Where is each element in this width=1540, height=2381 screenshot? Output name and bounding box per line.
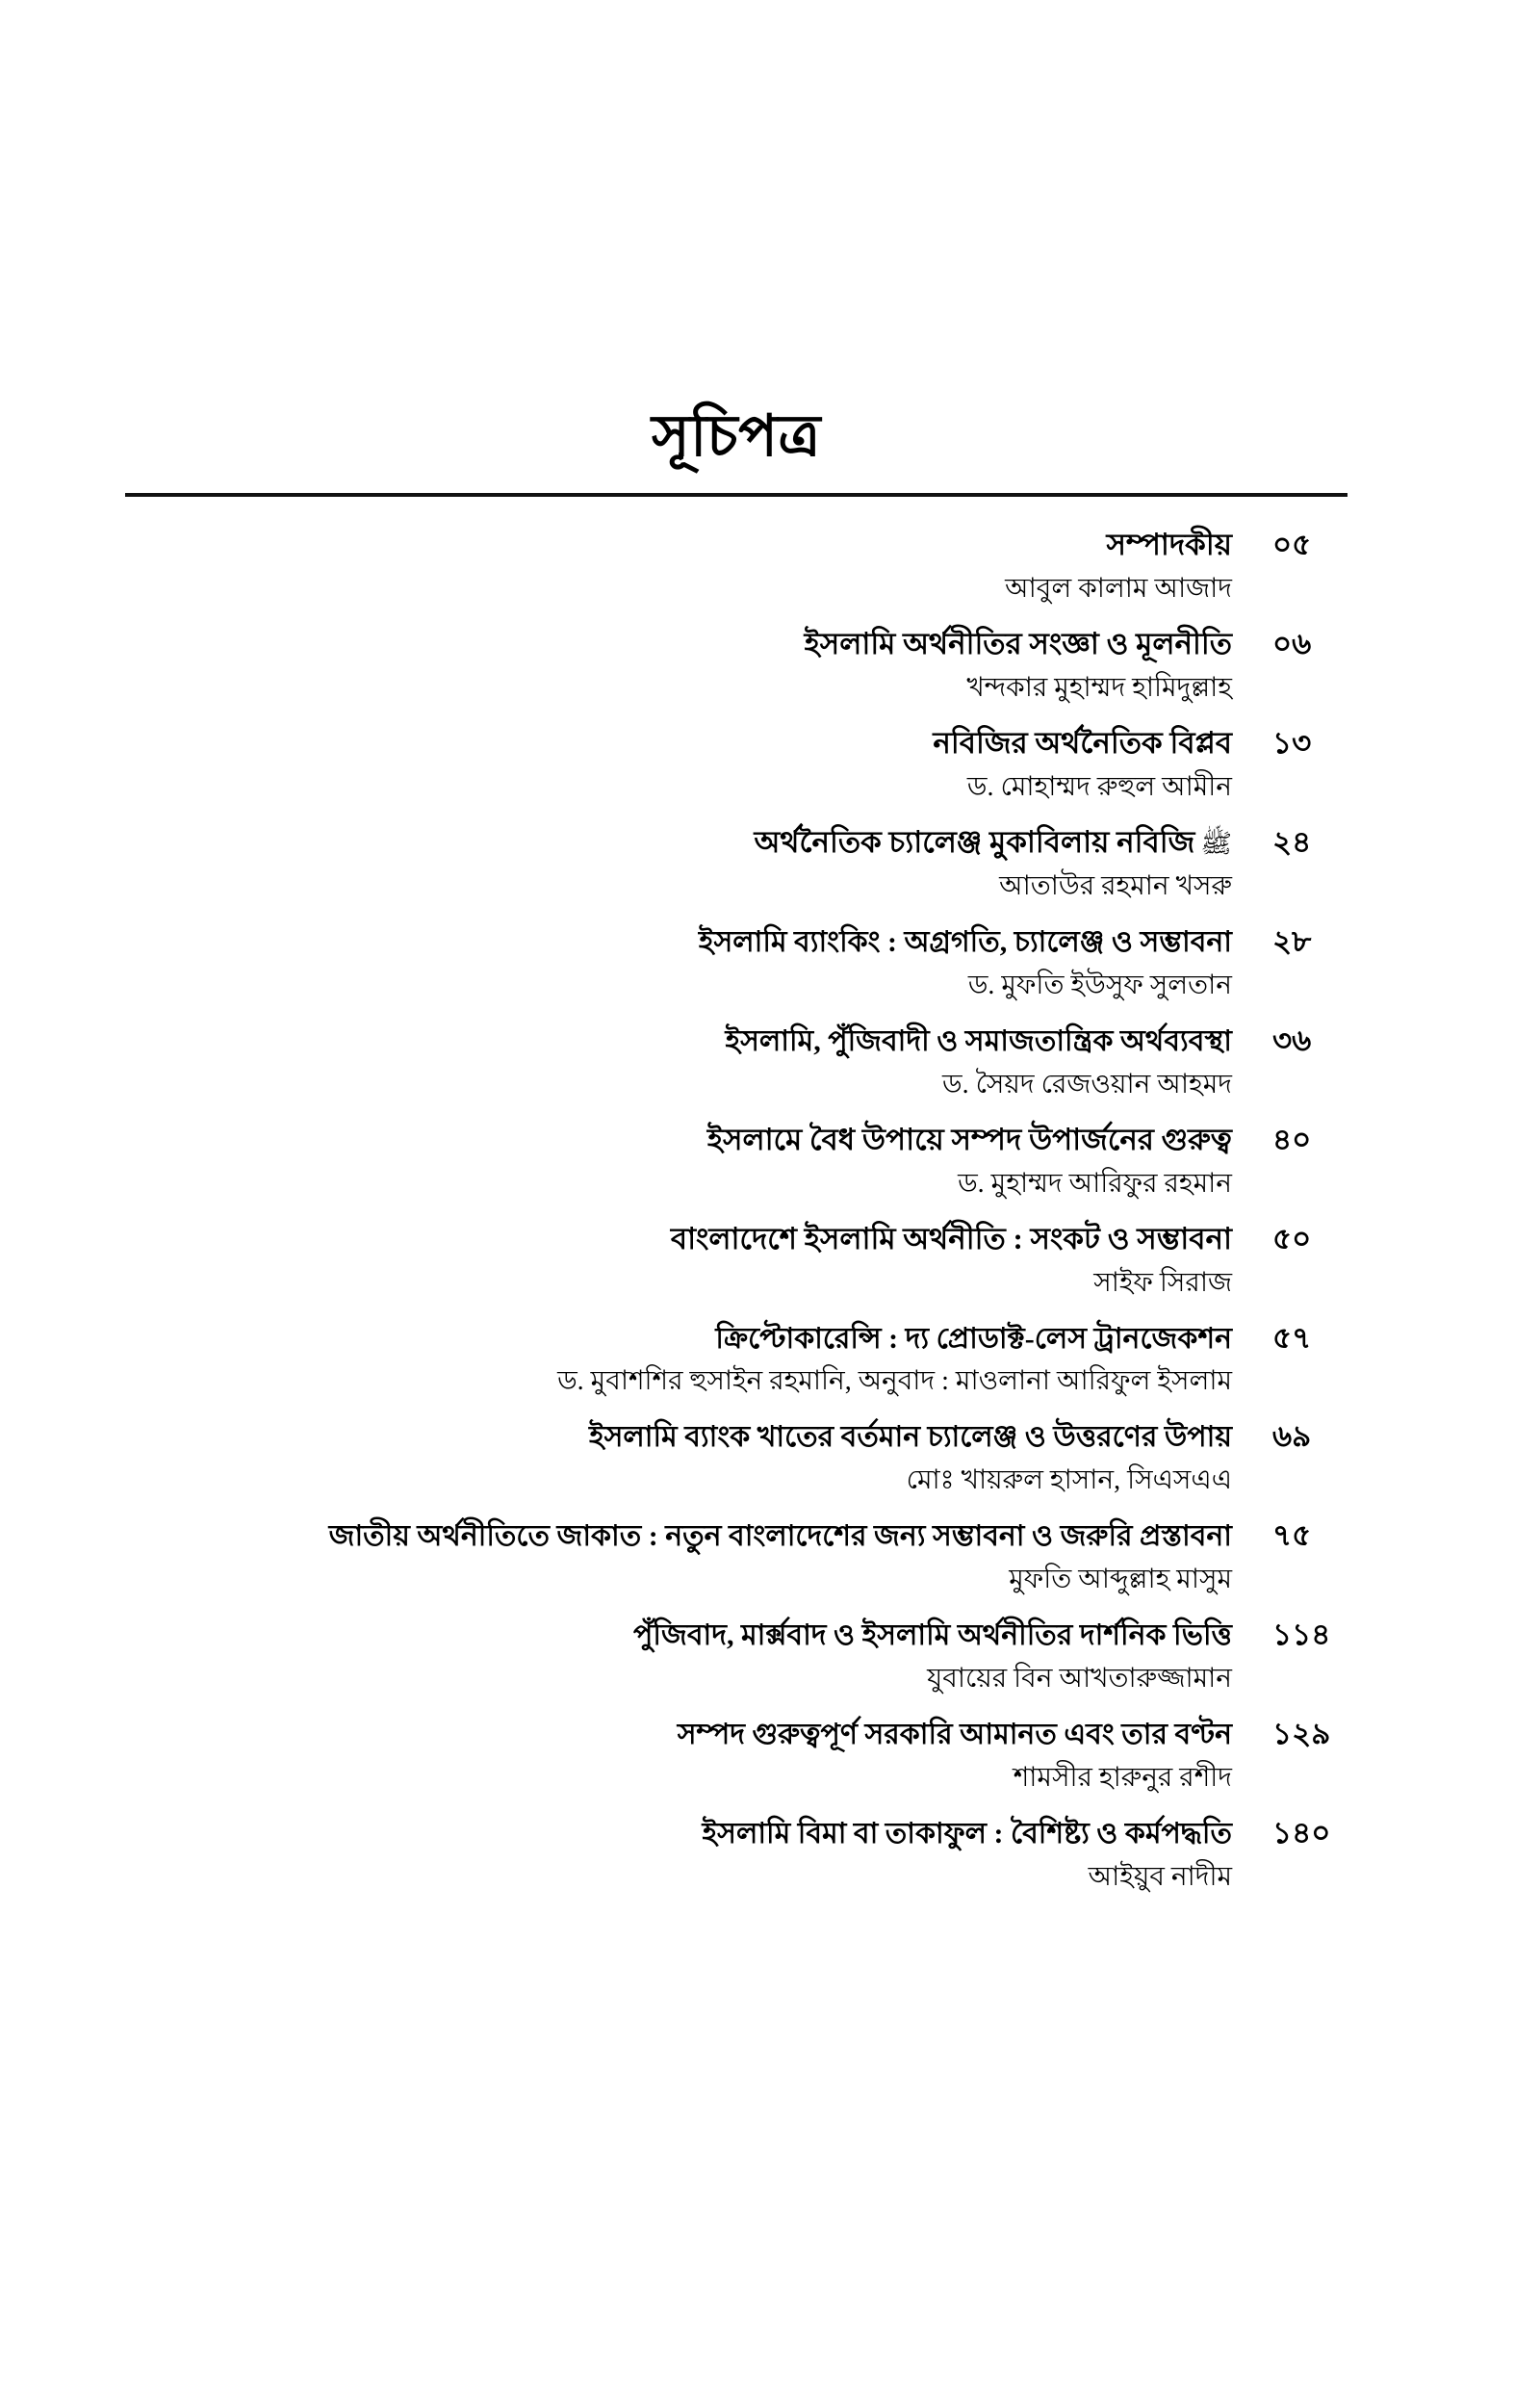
toc-entry-author-row — [125, 964, 1348, 1006]
toc-entry-title — [125, 722, 1232, 765]
toc-entry-author: সাইফ সিরাজ — [1093, 1267, 1232, 1298]
toc-entry-title — [125, 821, 1232, 865]
toc-entry-author: আইয়ুব নাদীম — [1088, 1862, 1232, 1893]
toc-entry-page-number: ১৪০ — [1272, 1816, 1331, 1850]
toc-entry-title — [125, 1515, 1232, 1558]
toc-entry-main-row — [125, 1119, 1348, 1162]
toc-entry-page-number: ৩৬ — [1272, 1022, 1312, 1057]
toc-entry-author-spacer — [1232, 1558, 1348, 1600]
toc-entry-title-text: সম্পাদকীয় — [1106, 528, 1232, 561]
toc-entry-author-row — [125, 1855, 1348, 1898]
toc-entry-author: আবুল কালাম আজাদ — [1005, 573, 1232, 604]
toc-entry-page-number: ৫৭ — [1272, 1320, 1312, 1355]
toc-entry-title — [125, 524, 1232, 567]
toc-entry-page-number: ২৪ — [1272, 824, 1312, 859]
toc-entry-title — [125, 1218, 1232, 1261]
toc-entry-page-number: ১১৪ — [1272, 1618, 1331, 1652]
toc-entry-author: মুফতি আব্দুল্লাহ মাসুম — [1009, 1565, 1232, 1595]
toc-entry-author: খন্দকার মুহাম্মদ হামিদুল্লাহ — [966, 672, 1232, 703]
toc-entry-title — [125, 1318, 1232, 1360]
toc-entry-author: আতাউর রহমান খসরু — [999, 870, 1232, 901]
toc-entry-author-row — [125, 1558, 1348, 1600]
toc-entry-title-text: পুঁজিবাদ, মার্ক্সবাদ ও ইসলামি অর্থনীতির দার্শনিক ভিত্তি — [633, 1619, 1232, 1652]
toc-entry[interactable] — [125, 1713, 1348, 1799]
toc-entry-author: ড. সৈয়দ রেজওয়ান আহমদ — [941, 1069, 1232, 1100]
toc-entry-author: ড. মুহাম্মদ আরিফুর রহমান — [958, 1168, 1232, 1199]
toc-entry-title — [125, 1615, 1232, 1657]
toc-entry-page-number: ০৫ — [1272, 528, 1312, 561]
toc-entry-main-row — [125, 1812, 1348, 1855]
toc-entry-title-text: নবিজির অর্থনৈতিক বিপ্লব — [933, 725, 1232, 760]
toc-entry-title — [125, 1021, 1232, 1063]
toc-entry[interactable] — [125, 1812, 1348, 1898]
toc-entry-author-spacer — [1232, 1459, 1348, 1501]
toc-entry-main-row — [125, 1415, 1348, 1459]
toc-entry[interactable] — [125, 1218, 1348, 1304]
sallallahu-alayhi-wasallam-icon: ﷺ — [1200, 828, 1232, 858]
toc-entry-page-number: ৬৯ — [1272, 1419, 1312, 1454]
toc-entry-title-text: সম্পদ গুরুত্বপূর্ণ সরকারি আমানত এবং তার বণ্টন — [677, 1719, 1232, 1751]
toc-entry-main-row — [125, 1713, 1348, 1756]
toc-entry-main-row — [125, 1614, 1348, 1657]
toc-entry-page-number: ৭৫ — [1272, 1518, 1312, 1553]
toc-entry-author-spacer — [1232, 1359, 1348, 1402]
toc-entry-title-text: ক্রিপ্টোকারেন্সি : দ্য প্রোডাক্ট-লেস ট্রানজেকশন — [715, 1322, 1232, 1355]
toc-entry-title — [125, 1416, 1232, 1459]
toc-entry-author: ড. মুফতি ইউসুফ সুলতান — [967, 970, 1232, 1000]
toc-entry-author-row — [125, 666, 1348, 709]
toc-entry-title-text: ইসলামি ব্যাংক খাতের বর্তমান চ্যালেঞ্জ ও উত্তরণের উপায় — [589, 1421, 1232, 1454]
toc-entry[interactable] — [125, 1020, 1348, 1105]
toc-entry-main-row — [125, 623, 1348, 666]
toc-entry-main-row — [125, 1218, 1348, 1261]
toc-entry-main-row — [125, 920, 1348, 964]
toc-entry-author: মোঃ খায়রুল হাসান, সিএসএএ — [906, 1465, 1232, 1496]
toc-entry-title — [125, 1813, 1232, 1855]
toc-entry-title-text: ইসলামি বিমা বা তাকাফুল : বৈশিষ্ট্য ও কর্মপদ্ধতি — [702, 1818, 1232, 1850]
toc-entry-author-spacer — [1232, 1162, 1348, 1204]
toc-entry[interactable] — [125, 722, 1348, 808]
title-divider — [125, 493, 1348, 497]
toc-entry-main-row — [125, 1514, 1348, 1558]
toc-entry[interactable] — [125, 524, 1348, 609]
toc-entry-author-row — [125, 865, 1348, 907]
toc-entry-author-row — [125, 765, 1348, 808]
toc-entry-author-spacer — [1232, 1657, 1348, 1699]
toc-entry-title — [125, 1119, 1232, 1162]
table-of-contents — [125, 404, 1348, 1911]
toc-entry-title-text: ইসলামি অর্থনীতির সংজ্ঞা ও মূলনীতি — [804, 626, 1232, 660]
toc-entry-author-spacer — [1232, 964, 1348, 1006]
toc-entry-author-spacer — [1232, 1756, 1348, 1799]
toc-entry-author: ড. মোহাম্মদ রুহুল আমীন — [966, 771, 1232, 802]
toc-entry-author-spacer — [1232, 1855, 1348, 1898]
toc-entry-main-row — [125, 1317, 1348, 1360]
toc-entry-author-row — [125, 567, 1348, 609]
toc-entry-author-spacer — [1232, 567, 1348, 609]
toc-entry-title-text: ইসলামি ব্যাংকিং : অগ্রগতি, চ্যালেঞ্জ ও সম্ভাবনা — [698, 925, 1232, 958]
toc-entry-author-row — [125, 1261, 1348, 1304]
toc-entry-main-row — [125, 722, 1348, 765]
toc-entry[interactable] — [125, 821, 1348, 907]
toc-entry-author-spacer — [1232, 1261, 1348, 1304]
toc-entry-author-row — [125, 1359, 1348, 1402]
toc-entry-author: যুবায়ের বিন আখতারুজ্জামান — [927, 1664, 1232, 1695]
toc-entry-author: শামসীর হারুনুর রশীদ — [1013, 1763, 1232, 1794]
toc-entry-page-number: ১৩ — [1272, 725, 1312, 760]
toc-entry-author-row — [125, 1657, 1348, 1699]
toc-entry-author-row — [125, 1459, 1348, 1501]
toc-entry-list — [125, 524, 1348, 1898]
toc-entry-page-number: ২৮ — [1272, 923, 1312, 958]
toc-entry-author-spacer — [1232, 765, 1348, 808]
toc-entry-page-number: ৫০ — [1272, 1221, 1312, 1255]
toc-entry[interactable] — [125, 1317, 1348, 1403]
toc-entry[interactable] — [125, 920, 1348, 1006]
toc-entry-author-spacer — [1232, 666, 1348, 709]
toc-entry[interactable] — [125, 1614, 1348, 1699]
toc-entry-title — [125, 623, 1232, 666]
toc-entry-main-row — [125, 524, 1348, 567]
toc-entry[interactable] — [125, 1415, 1348, 1501]
toc-entry-author-spacer — [1232, 865, 1348, 907]
toc-entry-author-row — [125, 1162, 1348, 1204]
toc-entry-main-row — [125, 821, 1348, 865]
toc-entry-title — [125, 1714, 1232, 1756]
toc-entry-author-row — [125, 1756, 1348, 1799]
toc-entry-author-spacer — [1232, 1063, 1348, 1105]
toc-entry-title — [125, 921, 1232, 964]
page-title: সূচিপত্র — [652, 404, 821, 468]
toc-entry[interactable] — [125, 1119, 1348, 1204]
toc-entry-page-number: ১২৯ — [1272, 1717, 1331, 1751]
toc-entry-main-row — [125, 1020, 1348, 1063]
toc-entry-page-number: ৪০ — [1272, 1122, 1312, 1156]
toc-entry[interactable] — [125, 623, 1348, 709]
toc-entry[interactable] — [125, 1514, 1348, 1600]
toc-entry-title-text: অর্থনৈতিক চ্যালেঞ্জ মুকাবিলায় নবিজি — [754, 824, 1195, 859]
toc-entry-title-text: ইসলামে বৈধ উপায়ে সম্পদ উপার্জনের গুরুত্ব — [706, 1122, 1232, 1156]
toc-entry-author-row — [125, 1063, 1348, 1105]
toc-entry-title-text: জাতীয় অর্থনীতিতে জাকাত : নতুন বাংলাদেশের জন্য সম্ভাবনা ও জরুরি প্রস্তাবনা — [328, 1520, 1232, 1553]
toc-entry-title-text: ইসলামি, পুঁজিবাদী ও সমাজতান্ত্রিক অর্থব্যবস্থা — [725, 1024, 1232, 1057]
toc-entry-author: ড. মুবাশশির হুসাইন রহমানি, অনুবাদ : মাওলানা আরিফুল ইসলাম — [557, 1366, 1232, 1397]
toc-entry-title-text: বাংলাদেশে ইসলামি অর্থনীতি : সংকট ও সম্ভাবনা — [670, 1221, 1232, 1255]
toc-entry-page-number: ০৬ — [1272, 626, 1312, 660]
